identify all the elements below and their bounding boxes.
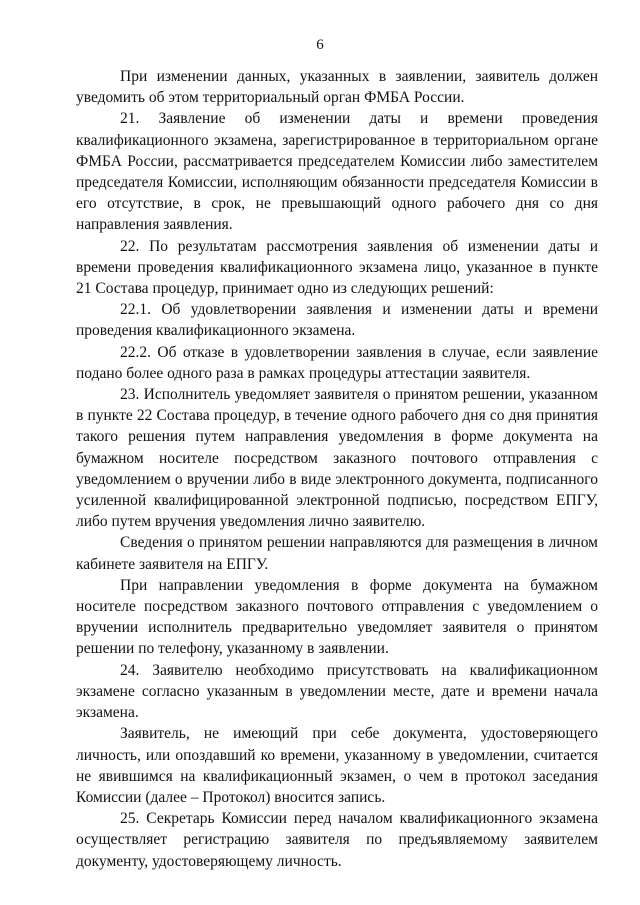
paragraph-24: 24. Заявителю необходимо присутствовать на квалификационном экзамене согласно указанным в уведомлении месте, дате и времени начала экзамена. [76, 661, 598, 722]
paragraph-22-1: 22.1. Об удовлетворении заявления и изменении даты и времени проведения квалификационного экзамена. [76, 301, 598, 340]
paragraph-22-2: 22.2. Об отказе в удовлетворении заявления в случае, если заявление подано более одного раза в рамках процедуры аттестации заявителя. [76, 343, 598, 382]
paragraph-22: 22. По результатам рассмотрения заявления об изменении даты и времени проведения квалификационного экзамена лицо, указанное в пункте 21 Состава процедур, принимает одно из следующих решений: [76, 237, 598, 298]
page-number: 6 [316, 37, 324, 53]
paragraph-paper-notification: При направлении уведомления в форме документа на бумажном носителе посредством заказного почтового отправления с уведомлением о вручении исполнитель предварительно уведомляет заявителя о принятом решении по телефону, указанному в заявлении. [76, 576, 598, 658]
paragraph-decision-info: Сведения о принятом решении направляются для размещения в личном кабинете заявителя на ЕПГУ. [76, 534, 598, 573]
paragraph-23: 23. Исполнитель уведомляет заявителя о принятом решении, указанном в пункте 22 Состава процедур, в течение одного рабочего дня со дня принятия такого решения путем направления уведомления в форме документа на бумажном носителе посредством заказного почтового отправления с уведомлением о вручении либо в виде электронного документа, подписанного усиленной квалифицированной электронной подписью, посредством ЕПГУ, либо путем вручения уведомления лично заявителю. [76, 386, 598, 531]
paragraph-25: 25. Секретарь Комиссии перед началом квалификационного экзамена осуществляет регистрацию заявителя по предъявляемому заявителем документу, удостоверяющему личность. [76, 810, 598, 870]
paragraph-21: 21. Заявление об изменении даты и времени проведения квалификационного экзамена, зарегистрированное в территориальном органе ФМБА России, рассматривается председателем Комиссии либо заместителем председателя Комиссии, исполняющим обязанности председателя Комиссии в его отсутствие, в срок, не превышающий одного рабочего дня со дня направления заявления. [76, 110, 598, 234]
document-body [76, 66, 598, 872]
paragraph-notify-changes: При изменении данных, указанных в заявлении, заявитель должен уведомить об этом территориальный орган ФМБА России. [76, 68, 598, 107]
paragraph-absent-applicant: Заявитель, не имеющий при себе документа, удостоверяющего личность, или опоздавший ко времени, указанному в уведомлении, считается не явившимся на квалификационный экзамен, о чем в протокол заседания Комиссии (далее – Протокол) вносится запись. [76, 725, 598, 806]
